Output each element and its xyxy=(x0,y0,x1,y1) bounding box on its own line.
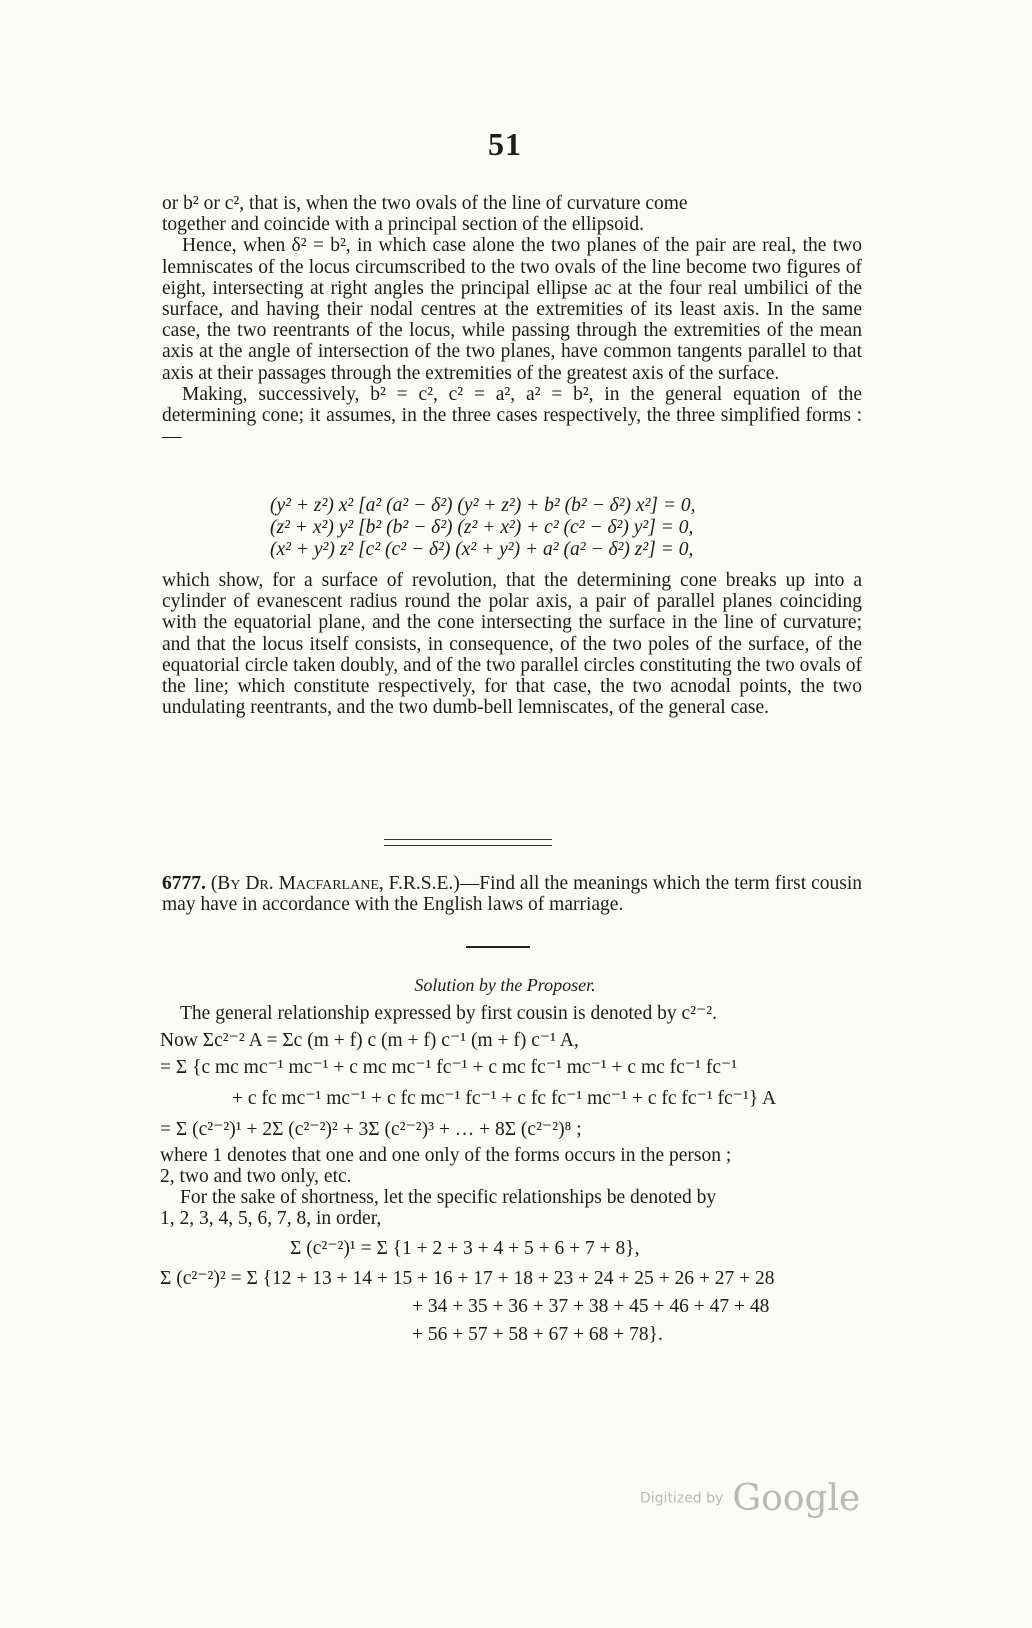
sum-line: Σ (c²⁻²)¹ = Σ {1 + 2 + 3 + 4 + 5 + 6 + 7 + 8}, xyxy=(290,1238,640,1259)
sum-line: + 34 + 35 + 36 + 37 + 38 + 45 + 46 + 47 + 48 xyxy=(412,1296,770,1317)
page-number: 51 xyxy=(488,126,522,162)
solution-line: The general relationship expressed by first cousin is denoted by c²⁻². xyxy=(180,1003,717,1024)
sum-line: + 56 + 57 + 58 + 67 + 68 + 78}. xyxy=(412,1324,663,1345)
paragraph: Hence, when δ² = b², in which case alone the two planes of the pair are real, the two lemniscates of the locus circumscribed to the two ovals of the line become two figures of eight, intersecting at right angles the principal ellipse ac at the four real umbilici of the surface, and having their nodal centres at the extremities of its least axis. In the same case, the two reentrants of the locus, while passing through the extremities of the mean axis at the angle of intersection of the two planes, have common tangents parallel to that axis at their passages through the extremities of the greatest axis of the surface. xyxy=(162,235,862,384)
body-text-continued xyxy=(162,570,862,718)
section-divider xyxy=(384,839,552,846)
equation: (y² + z²) x² [a² (a² − δ²) (y² + z²) + b² (b² − δ²) x²] = 0, xyxy=(270,495,696,516)
problem-statement xyxy=(162,873,862,915)
solution-line: 2, two and two only, etc. xyxy=(160,1166,352,1187)
watermark-prefix: Digitized by xyxy=(640,1490,724,1507)
problem-text: —Find all the meanings which the term first cousin may have in accordance with the English laws of marriage. xyxy=(162,873,862,916)
paragraph-line: or b² or c², that is, when the two ovals of the line of curvature come xyxy=(162,193,688,214)
paragraph: Making, successively, b² = c², c² = a², a² = b², in the general equation of the determining cone; it assumes, in the three cases respectively, the three simplified forms :— xyxy=(162,383,862,448)
solution-line: For the sake of shortness, let the specific relationships be denoted by xyxy=(180,1187,717,1208)
solution-line: 1, 2, 3, 4, 5, 6, 7, 8, in order, xyxy=(160,1208,382,1229)
paragraph: which show, for a surface of revolution, that the determining cone breaks up into a cylinder of evanescent radius round the polar axis, a pair of parallel planes coinciding with the equatorial plane, and the cone intersecting the surface in the line of curvature; and that the locus itself consists, in consequence, of the two poles of the surface, of the equatorial circle taken doubly, and of the two parallel circles constituting the two ovals of the line; which constitute respectively, for that case, the two acnodal points, the two undulating reentrants, and the two dumb-bell lemniscates, of the general case. xyxy=(162,570,862,719)
equation: (z² + x²) y² [b² (b² − δ²) (z² + x²) + c² (c² − δ²) y²] = 0, xyxy=(270,517,694,538)
math-line: Now Σc²⁻² A = Σc (m + f) c (m + f) c⁻¹ (m + f) c⁻¹ A, xyxy=(160,1030,579,1051)
math-line: = Σ (c²⁻²)¹ + 2Σ (c²⁻²)² + 3Σ (c²⁻²)³ + … + 8Σ (c²⁻²)⁸ ; xyxy=(160,1119,582,1140)
math-line: = Σ {c mc mc⁻¹ mc⁻¹ + c mc mc⁻¹ fc⁻¹ + c mc fc⁻¹ mc⁻¹ + c mc fc⁻¹ fc⁻¹ xyxy=(160,1057,738,1078)
equation-block xyxy=(270,495,696,561)
solution-heading: Solution by the Proposer. xyxy=(414,975,596,995)
problem-author: (By Dr. Macfarlane, F.R.S.E.) xyxy=(210,873,460,894)
math-line: + c fc mc⁻¹ mc⁻¹ + c fc mc⁻¹ fc⁻¹ + c fc fc⁻¹ mc⁻¹ + c fc fc⁻¹ fc⁻¹} A xyxy=(232,1088,777,1109)
body-text xyxy=(162,193,862,447)
problem-number: 6777. xyxy=(162,873,206,894)
digitized-watermark xyxy=(640,1478,860,1519)
google-logo: Google xyxy=(732,1478,861,1519)
solution-line: where 1 denotes that one and one only of the forms occurs in the person ; xyxy=(160,1145,732,1166)
short-rule xyxy=(466,946,530,948)
paragraph-line: together and coincide with a principal section of the ellipsoid. xyxy=(162,214,644,236)
sum-line: Σ (c²⁻²)² = Σ {12 + 13 + 14 + 15 + 16 + 17 + 18 + 23 + 24 + 25 + 26 + 27 + 28 xyxy=(160,1268,775,1289)
equation: (x² + y²) z² [c² (c² − δ²) (x² + y²) + a² (a² − δ²) z²] = 0, xyxy=(270,539,694,560)
